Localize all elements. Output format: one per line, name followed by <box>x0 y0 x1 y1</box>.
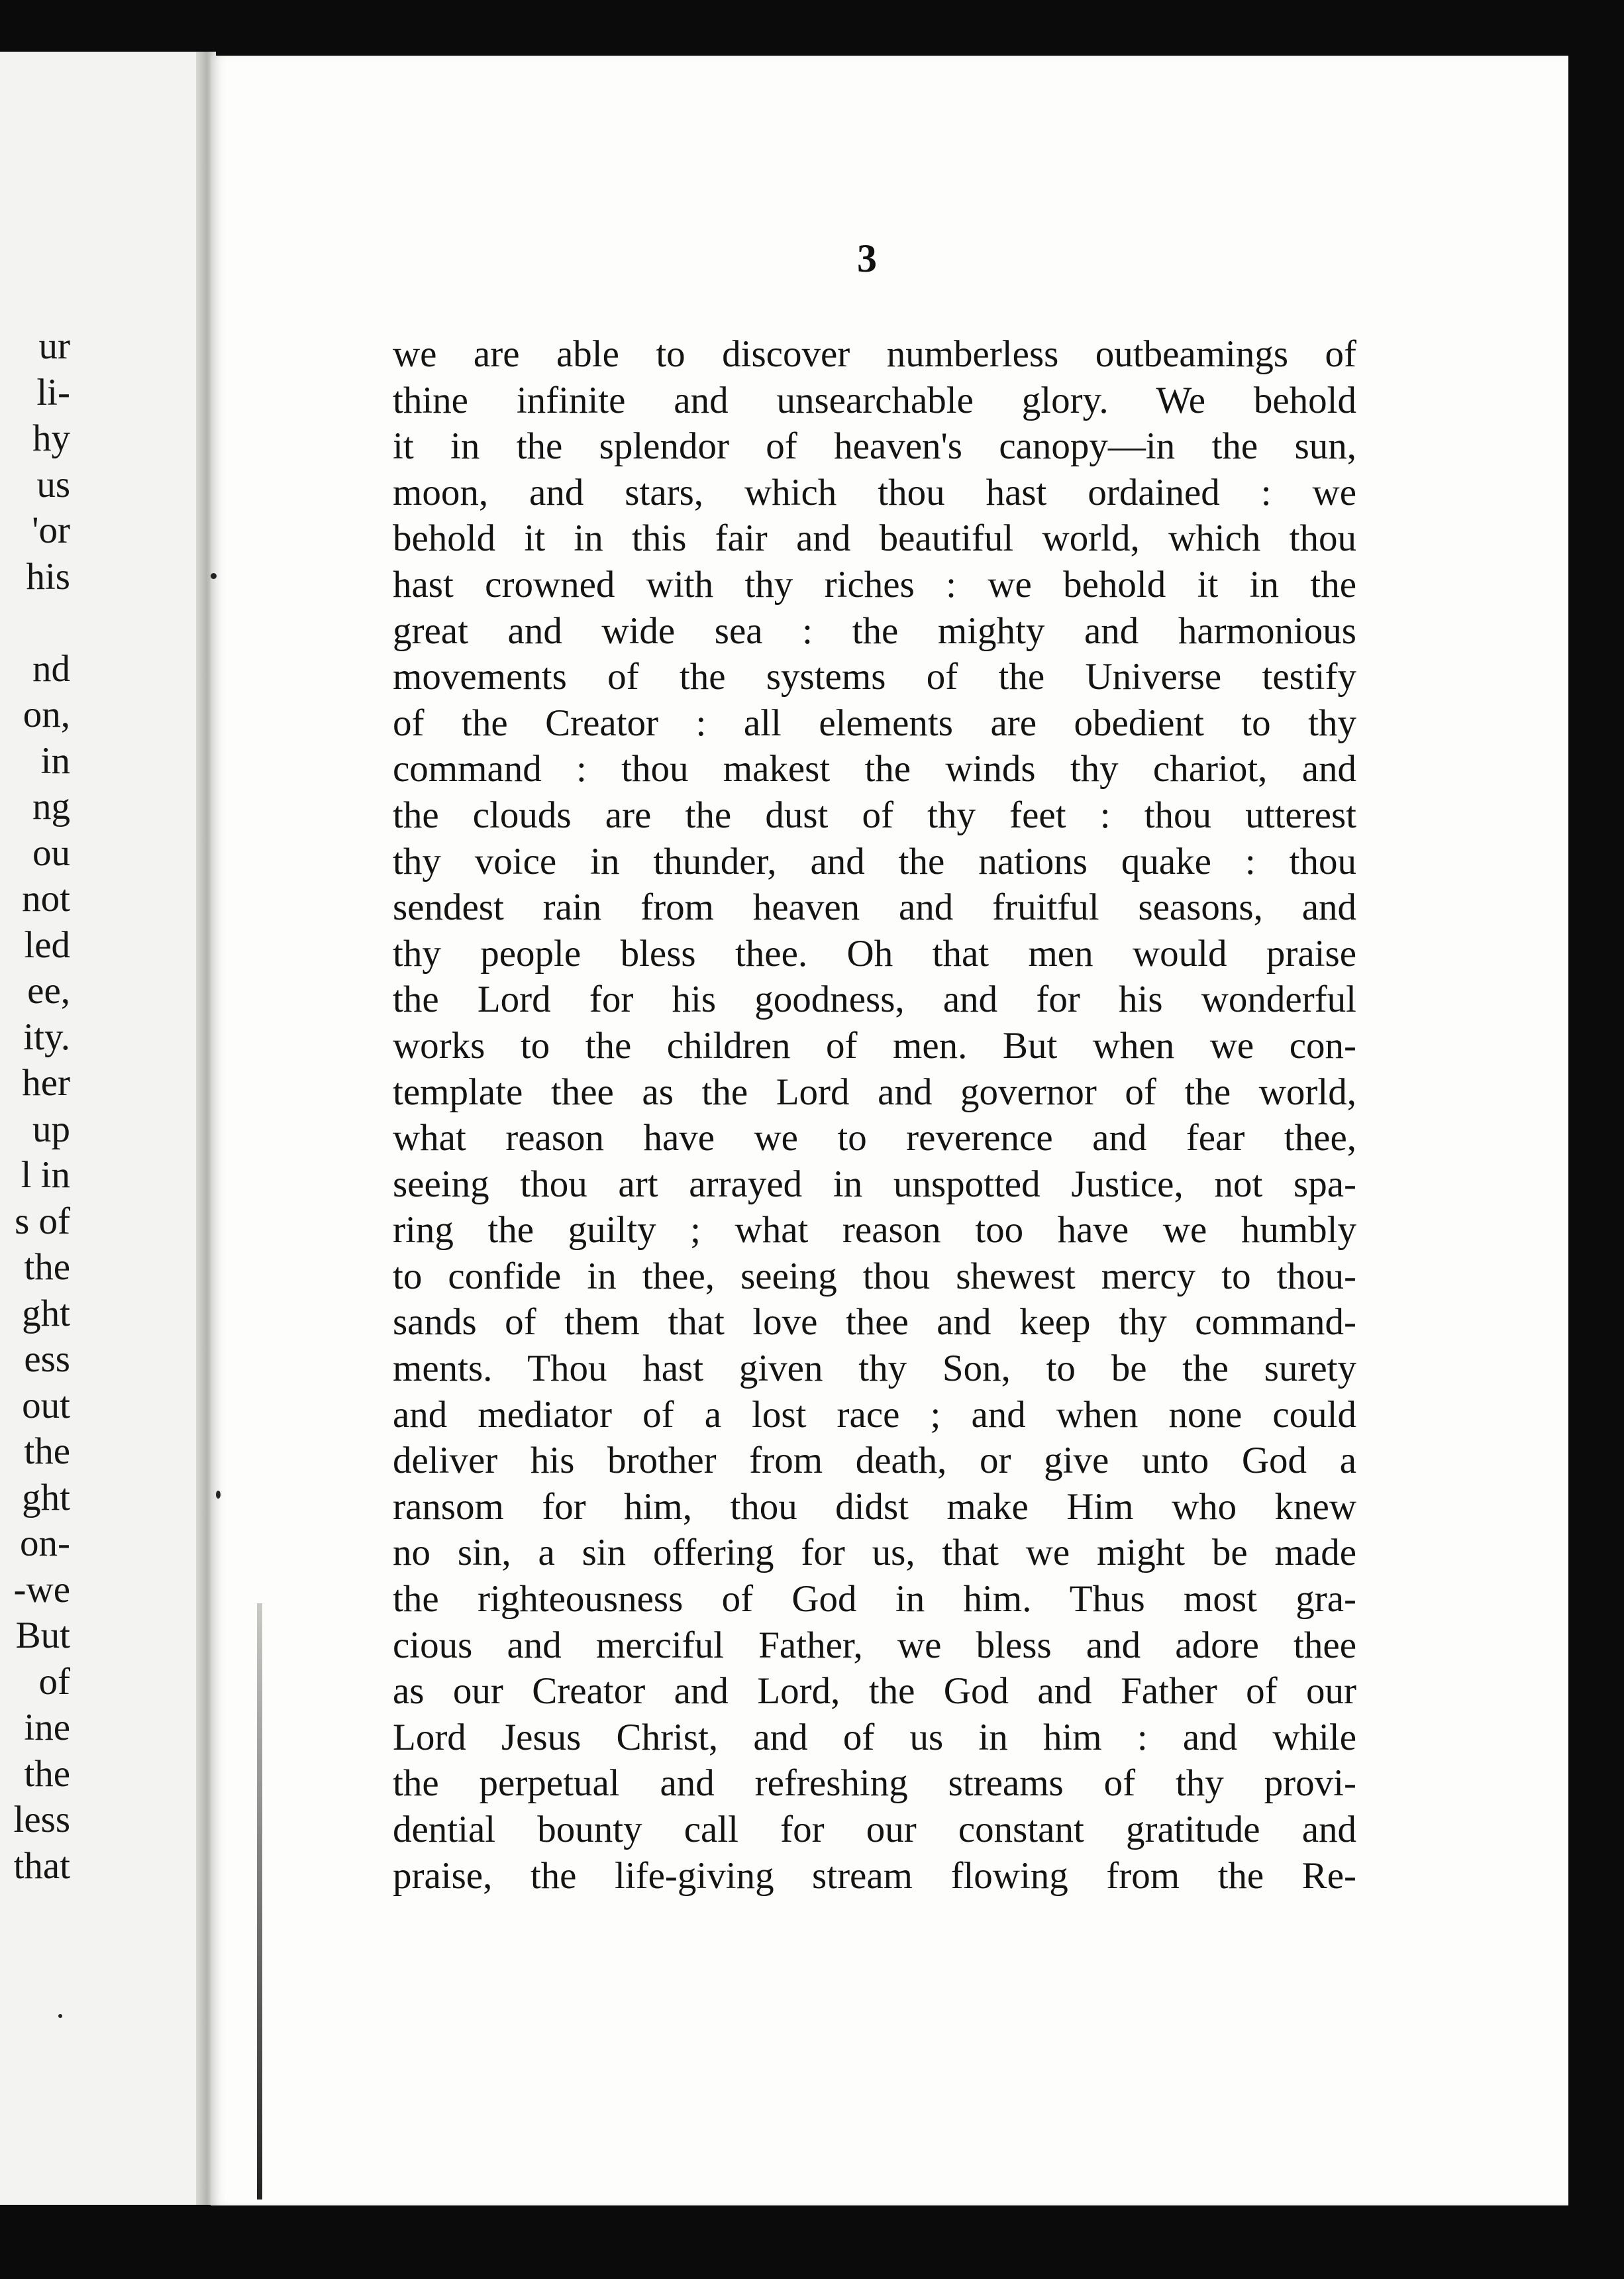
text-fragment: up <box>32 1108 70 1150</box>
text-fragment: out <box>22 1384 70 1426</box>
text-line: sendest rain from heaven and fruitful seasons, and <box>393 886 1356 929</box>
text-line: behold it in this fair and beautiful world, which thou <box>393 517 1356 560</box>
text-fragment: ou <box>32 831 70 874</box>
page-body-text <box>393 331 1356 1899</box>
ink-speck <box>58 2014 62 2018</box>
text-fragment: hy <box>32 417 70 459</box>
left-page <box>0 52 197 2205</box>
text-line: movements of the systems of the Universe testify <box>393 656 1356 698</box>
text-line: ring the guilty ; what reason too have we humbly <box>393 1209 1356 1251</box>
text-fragment: ee, <box>27 970 70 1012</box>
text-line: Lord Jesus Christ, and of us in him : and while <box>393 1716 1356 1758</box>
text-line: template thee as the Lord and governor of the world, <box>393 1071 1356 1113</box>
text-line: works to the children of men. But when we con- <box>393 1024 1356 1067</box>
text-fragment: on- <box>20 1522 70 1564</box>
text-line: it in the splendor of heaven's canopy—in the sun, <box>393 425 1356 468</box>
text-line: and mediator of a lost race ; and when none could <box>393 1393 1356 1436</box>
text-fragment: ght <box>22 1292 70 1334</box>
text-line: the perpetual and refreshing streams of thy provi- <box>393 1762 1356 1805</box>
text-fragment: in <box>40 739 70 782</box>
text-line: what reason have we to reverence and fear thee, <box>393 1117 1356 1159</box>
text-fragment: us <box>36 463 70 505</box>
text-fragment: -we <box>13 1568 70 1611</box>
text-fragment: the <box>24 1752 70 1795</box>
ink-speck <box>211 573 217 579</box>
text-line: cious and merciful Father, we bless and adore thee <box>393 1624 1356 1666</box>
text-line: the clouds are the dust of thy feet : thou utterest <box>393 794 1356 836</box>
page-number: 3 <box>857 237 877 280</box>
text-line: the righteousness of God in him. Thus most gra- <box>393 1578 1356 1620</box>
text-fragment: not <box>22 878 70 920</box>
text-line: praise, the life-giving stream flowing from the Re- <box>393 1854 1356 1897</box>
text-line: command : thou makest the winds thy chariot, and <box>393 748 1356 790</box>
text-fragment: But <box>15 1615 70 1656</box>
text-fragment: her <box>22 1062 70 1104</box>
text-line: to confide in thee, seeing thou shewest mercy to thou- <box>393 1255 1356 1297</box>
text-fragment: his <box>26 555 70 598</box>
text-line: sands of them that love thee and keep thy command- <box>393 1301 1356 1344</box>
ink-speck <box>216 1491 221 1499</box>
text-fragment: ine <box>24 1707 70 1748</box>
text-line: thine infinite and unsearchable glory. We behold <box>393 379 1356 421</box>
text-line: moon, and stars, which thou hast ordained : we <box>393 471 1356 513</box>
text-line: no sin, a sin offering for us, that we might be made <box>393 1532 1356 1574</box>
blank-line <box>14 600 71 646</box>
text-fragment: ng <box>32 786 70 827</box>
text-fragment: li- <box>36 371 70 413</box>
text-fragment: that <box>13 1844 70 1887</box>
text-line: thy people bless thee. Oh that men would praise <box>393 932 1356 975</box>
text-fragment: led <box>24 924 70 966</box>
text-fragment: l in <box>21 1154 70 1196</box>
text-fragment: 'or <box>32 509 70 551</box>
text-fragment: s of <box>15 1200 70 1242</box>
text-fragment: the <box>24 1430 70 1472</box>
text-line: we are able to discover numberless outbeamings of <box>393 333 1356 375</box>
text-fragment: less <box>13 1799 70 1840</box>
text-fragment: the <box>24 1246 70 1288</box>
text-line: thy voice in thunder, and the nations quake : thou <box>393 840 1356 882</box>
text-line: dential bounty call for our constant gratitude and <box>393 1809 1356 1850</box>
left-page-text <box>14 323 71 1889</box>
text-line: seeing thou art arrayed in unspotted Justice, not spa- <box>393 1163 1356 1205</box>
text-fragment: ght <box>22 1476 70 1518</box>
text-fragment: ity. <box>23 1016 70 1058</box>
text-line: the Lord for his goodness, and for his wonderful <box>393 979 1356 1021</box>
text-fragment: ur <box>38 325 70 367</box>
text-line: ments. Thou hast given thy Son, to be the surety <box>393 1348 1356 1390</box>
text-line: of the Creator : all elements are obedient to thy <box>393 702 1356 744</box>
spine-shadow <box>257 1603 262 2200</box>
text-fragment: of <box>38 1660 70 1703</box>
text-fragment: nd <box>32 647 70 690</box>
text-fragment: on, <box>23 694 70 735</box>
text-line: hast crowned with thy riches : we behold it in the <box>393 563 1356 606</box>
text-fragment: ess <box>24 1338 70 1380</box>
text-line: great and wide sea : the mighty and harmonious <box>393 610 1356 652</box>
text-line: as our Creator and Lord, the God and Father of our <box>393 1670 1356 1713</box>
text-line: deliver his brother from death, or give unto God a <box>393 1440 1356 1482</box>
text-line: ransom for him, thou didst make Him who knew <box>393 1485 1356 1528</box>
